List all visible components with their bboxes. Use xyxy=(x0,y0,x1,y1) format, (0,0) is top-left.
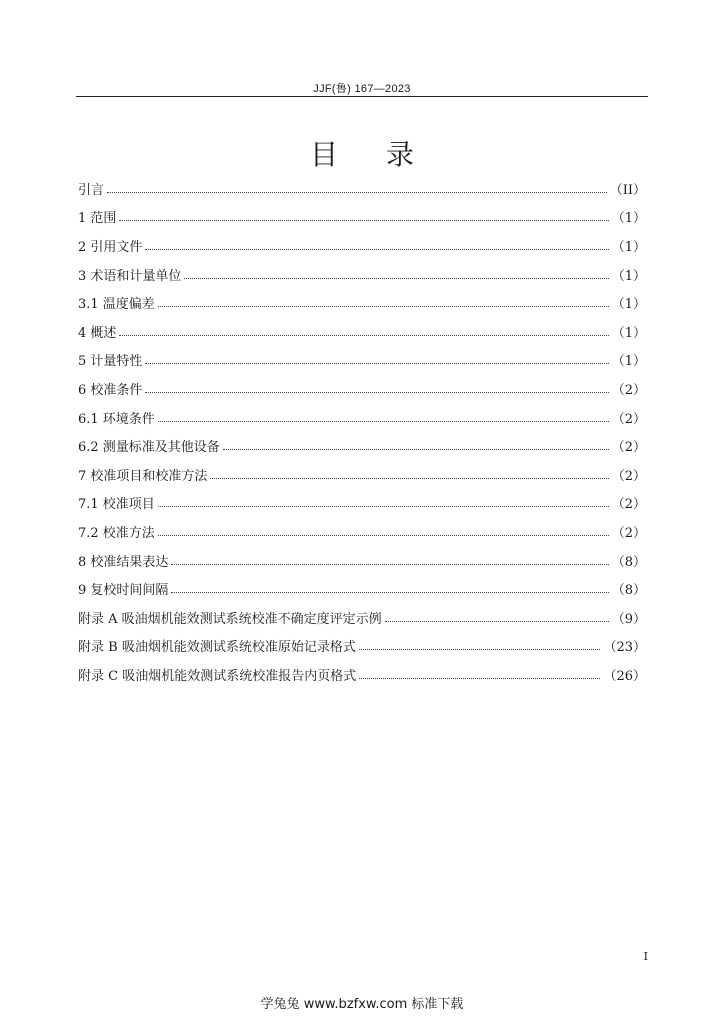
toc-entry-page: （1） xyxy=(611,268,646,284)
toc-entry-page: （1） xyxy=(611,211,646,227)
title-char-2: 录 xyxy=(386,138,415,171)
toc-entry-page: （1） xyxy=(611,297,646,313)
toc-leader-dots xyxy=(158,535,609,536)
toc-entry-label: 7 校准项目和校准方法 xyxy=(78,468,208,484)
toc-entry-label: 9 复校时间间隔 xyxy=(78,583,169,599)
toc-entry-page: （1） xyxy=(611,239,646,255)
toc-entry[interactable] xyxy=(78,431,646,460)
toc-entry[interactable] xyxy=(78,489,646,518)
toc-entry-page: （2） xyxy=(611,440,646,456)
toc-leader-dots xyxy=(145,249,608,250)
toc-entry[interactable] xyxy=(78,174,646,203)
toc-leader-dots xyxy=(158,421,609,422)
toc-entry-page: （1） xyxy=(611,325,646,341)
toc-entry-label: 引言 xyxy=(78,182,105,198)
toc-entry-label: 6.2 测量标准及其他设备 xyxy=(78,440,220,456)
toc-entry-label: 7.2 校准方法 xyxy=(78,525,155,541)
footer-watermark: 学兔兔 www.bzfxw.com 标准下载 xyxy=(260,997,464,1012)
toc-entry[interactable] xyxy=(78,374,646,403)
toc-leader-dots xyxy=(107,192,607,193)
toc-entry-label: 6.1 环境条件 xyxy=(78,411,155,427)
toc-entry[interactable] xyxy=(78,660,646,689)
toc-entry-label: 4 概述 xyxy=(78,325,117,341)
toc-entry[interactable] xyxy=(78,517,646,546)
toc-entry-page: （26） xyxy=(603,668,646,684)
toc-leader-dots xyxy=(145,363,608,364)
toc-entry-page: （9） xyxy=(611,611,646,627)
toc-entry-label: 7.1 校准项目 xyxy=(78,497,155,513)
toc-entry-label: 3 术语和计量单位 xyxy=(78,268,182,284)
toc-entry-label: 8 校准结果表达 xyxy=(78,554,169,570)
toc-entry-page: （1） xyxy=(611,354,646,370)
toc-entry-label: 6 校准条件 xyxy=(78,382,143,398)
toc-leader-dots xyxy=(119,220,608,221)
toc-entry[interactable] xyxy=(78,260,646,289)
toc-leader-dots xyxy=(158,306,609,307)
toc-entry-page: （8） xyxy=(611,583,646,599)
toc-leader-dots xyxy=(145,392,608,393)
toc-entry-label: 附录 B 吸油烟机能效测试系统校准原始记录格式 xyxy=(78,640,356,656)
toc-leader-dots xyxy=(385,621,609,622)
toc-entry-page: （2） xyxy=(611,382,646,398)
toc-leader-dots xyxy=(359,649,601,650)
toc-entry-label: 1 范围 xyxy=(78,211,117,227)
toc-entry-label: 附录 C 吸油烟机能效测试系统校准报告内页格式 xyxy=(78,668,357,684)
toc-leader-dots xyxy=(119,335,608,336)
toc-entry-page: （2） xyxy=(611,411,646,427)
toc-leader-dots xyxy=(184,278,608,279)
header-divider xyxy=(76,96,648,97)
toc-entry[interactable] xyxy=(78,632,646,661)
page-title xyxy=(76,133,648,173)
toc-entry-page: （2） xyxy=(611,497,646,513)
toc-leader-dots xyxy=(171,592,608,593)
toc-entry[interactable] xyxy=(78,403,646,432)
toc-entry[interactable] xyxy=(78,346,646,375)
toc-entry[interactable] xyxy=(78,288,646,317)
toc-entry[interactable] xyxy=(78,231,646,260)
toc-entry-label: 3.1 温度偏差 xyxy=(78,297,155,313)
toc-leader-dots xyxy=(210,478,608,479)
toc-leader-dots xyxy=(359,678,600,679)
toc-entry-label: 附录 A 吸油烟机能效测试系统校准不确定度评定示例 xyxy=(78,611,382,627)
page-number: I xyxy=(643,950,648,963)
toc-leader-dots xyxy=(158,506,609,507)
toc-entry-page: （23） xyxy=(603,640,646,656)
toc-entry-page: （8） xyxy=(611,554,646,570)
title-char-1: 目 xyxy=(309,138,338,171)
toc-entry-label: 2 引用文件 xyxy=(78,239,143,255)
toc-entry[interactable] xyxy=(78,203,646,232)
toc-entry-page: （2） xyxy=(611,525,646,541)
toc-entry[interactable] xyxy=(78,574,646,603)
toc-leader-dots xyxy=(223,449,609,450)
document-code-header: JJF(鲁) 167—2023 xyxy=(313,83,411,95)
toc-entry-page: （II） xyxy=(609,182,646,198)
toc-leader-dots xyxy=(171,564,608,565)
toc-entry[interactable] xyxy=(78,546,646,575)
table-of-contents xyxy=(78,174,646,689)
toc-entry-page: （2） xyxy=(611,468,646,484)
toc-entry[interactable] xyxy=(78,603,646,632)
toc-entry[interactable] xyxy=(78,460,646,489)
toc-entry-label: 5 计量特性 xyxy=(78,354,143,370)
toc-entry[interactable] xyxy=(78,317,646,346)
